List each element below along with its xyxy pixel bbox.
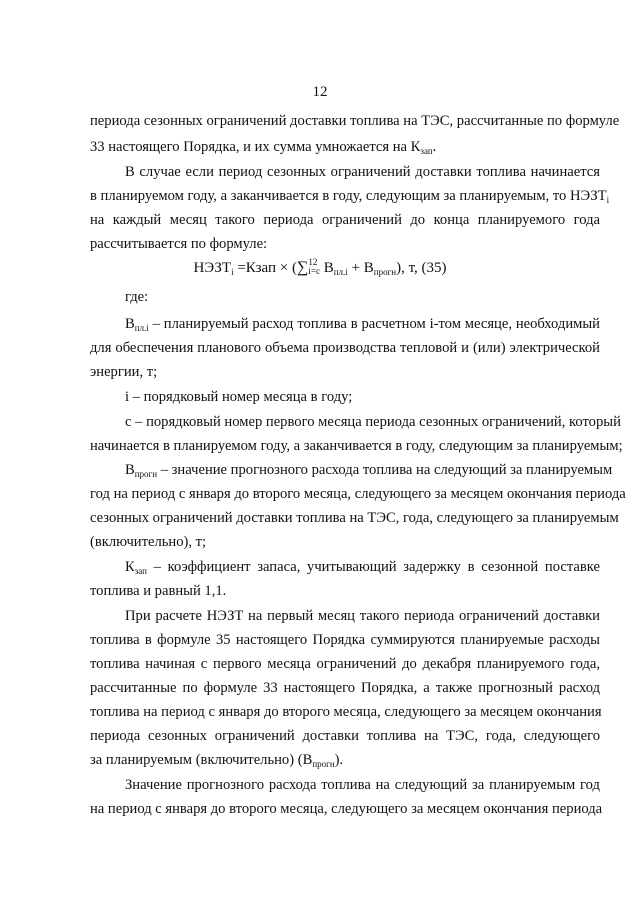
formula-tail: ), т, (35) xyxy=(396,260,447,276)
text-line xyxy=(90,508,619,528)
text-line xyxy=(125,606,600,626)
line-subscript: зап xyxy=(420,146,433,156)
line-prefix: В xyxy=(125,316,135,332)
line-text: – планируемый расход топлива в расчетном i-том месяце, необходимый xyxy=(148,316,600,332)
text-line xyxy=(90,678,600,698)
formula-35 xyxy=(0,258,640,277)
text-line xyxy=(90,654,600,674)
text-line xyxy=(125,287,600,307)
formula-term1: В xyxy=(319,260,334,276)
formula-term2-sub: прогн xyxy=(373,267,397,277)
sum-lower: i=c xyxy=(308,266,320,276)
text-line xyxy=(90,726,600,746)
line-text: При расчете НЭЗТ на первый месяц такого периода ограничений доставки xyxy=(125,608,600,624)
sum-upper: 12 xyxy=(308,257,318,267)
text-line xyxy=(125,387,600,407)
formula-lhs: НЭЗТ xyxy=(193,260,232,276)
text-line xyxy=(125,412,621,432)
text-line xyxy=(90,750,600,770)
text-line xyxy=(90,234,600,254)
line-text: год на период с января до второго месяца, следующего за месяцем окончания периода xyxy=(90,486,626,502)
line-subscript: i xyxy=(606,195,610,205)
text-line xyxy=(90,111,620,131)
text-line xyxy=(90,581,600,601)
page-number: 12 xyxy=(312,84,328,100)
line-subscript: прогн xyxy=(312,759,335,769)
line-text: на период с января до второго месяца, следующего за месяцем окончания периода xyxy=(90,801,603,817)
line-text: топлива и равный 1,1. xyxy=(90,583,227,599)
text-line xyxy=(125,162,600,182)
text-line xyxy=(125,460,613,480)
line-text: периода сезонных ограничений доставки топлива на ТЭС, рассчитанные по формуле xyxy=(90,113,620,129)
text-line xyxy=(90,630,600,650)
line-text: – значение прогнозного расхода топлива на следующий за планируемым xyxy=(157,462,613,478)
line-prefix: В xyxy=(125,462,135,478)
line-text: (включительно), т; xyxy=(90,534,207,550)
line-text: периода сезонных ограничений доставки топлива на ТЭС, года, следующего xyxy=(90,728,600,744)
text-line xyxy=(90,210,600,230)
line-text: – коэффициент запаса, учитывающий задержку в сезонной поставке xyxy=(146,559,600,575)
line-subscript: пл.i xyxy=(134,323,149,333)
line-text: сезонных ограничений доставки топлива на ТЭС, года, следующего за планируемым xyxy=(90,510,619,526)
text-line xyxy=(90,799,603,819)
sum-limits xyxy=(308,258,320,276)
line-text: начинается в планируемом году, а заканчивается в году, следующим за планируемым; xyxy=(90,438,623,454)
line-text: для обеспечения планового объема производства тепловой и (или) электрической xyxy=(90,340,600,356)
formula-term1-sub: пл.i xyxy=(333,267,348,277)
text-line xyxy=(90,362,600,382)
line-tail: . xyxy=(432,139,437,155)
text-line xyxy=(90,137,600,157)
text-line xyxy=(90,186,610,206)
line-text: где: xyxy=(125,289,149,305)
line-text: 33 настоящего Порядка, и их сумма умножается на К xyxy=(90,139,421,155)
text-line xyxy=(125,775,600,795)
formula-eq: =Кзап × ( xyxy=(233,260,297,276)
text-line xyxy=(90,702,600,722)
formula-plus: + В xyxy=(347,260,374,276)
text-line xyxy=(125,557,600,577)
line-text: энергии, т; xyxy=(90,364,158,380)
line-subscript: зап xyxy=(134,566,147,576)
line-text: топлива в формуле 35 настоящего Порядка суммируются планируемые расходы xyxy=(90,632,600,648)
text-line xyxy=(90,338,600,358)
line-text: за планируемым (включительно) (В xyxy=(90,752,313,768)
line-tail: ). xyxy=(334,752,344,768)
line-text: топлива на период с января до второго месяца, следующего за месяцем окончания xyxy=(90,704,602,720)
line-text: на каждый месяц такого периода ограничений до конца планируемого года xyxy=(90,212,600,228)
line-text: Значение прогнозного расхода топлива на следующий за планируемым год xyxy=(125,777,600,793)
line-text: рассчитывается по формуле: xyxy=(90,236,268,252)
line-text: в планируемом году, а заканчивается в году, следующим за планируемым, то НЭЗТ xyxy=(90,188,607,204)
formula-lhs-sub: i xyxy=(231,267,234,277)
line-text: В случае если период сезонных ограничений доставки топлива начинается xyxy=(125,164,600,180)
line-text: c – порядковый номер первого месяца периода сезонных ограничений, который xyxy=(125,414,621,430)
line-subscript: прогн xyxy=(134,469,158,479)
text-line xyxy=(90,484,626,504)
sum-symbol: ∑ xyxy=(296,259,309,276)
text-line xyxy=(125,314,600,334)
line-text: топлива начиная с первого месяца ограничений до декабря планируемого года, xyxy=(90,656,600,672)
line-text: i – порядковый номер месяца в году; xyxy=(125,389,353,405)
text-line xyxy=(90,436,623,456)
line-text: рассчитанные по формуле 33 настоящего Порядка, а также прогнозный расход xyxy=(90,680,600,696)
text-line xyxy=(90,532,600,552)
line-prefix: К xyxy=(125,559,135,575)
